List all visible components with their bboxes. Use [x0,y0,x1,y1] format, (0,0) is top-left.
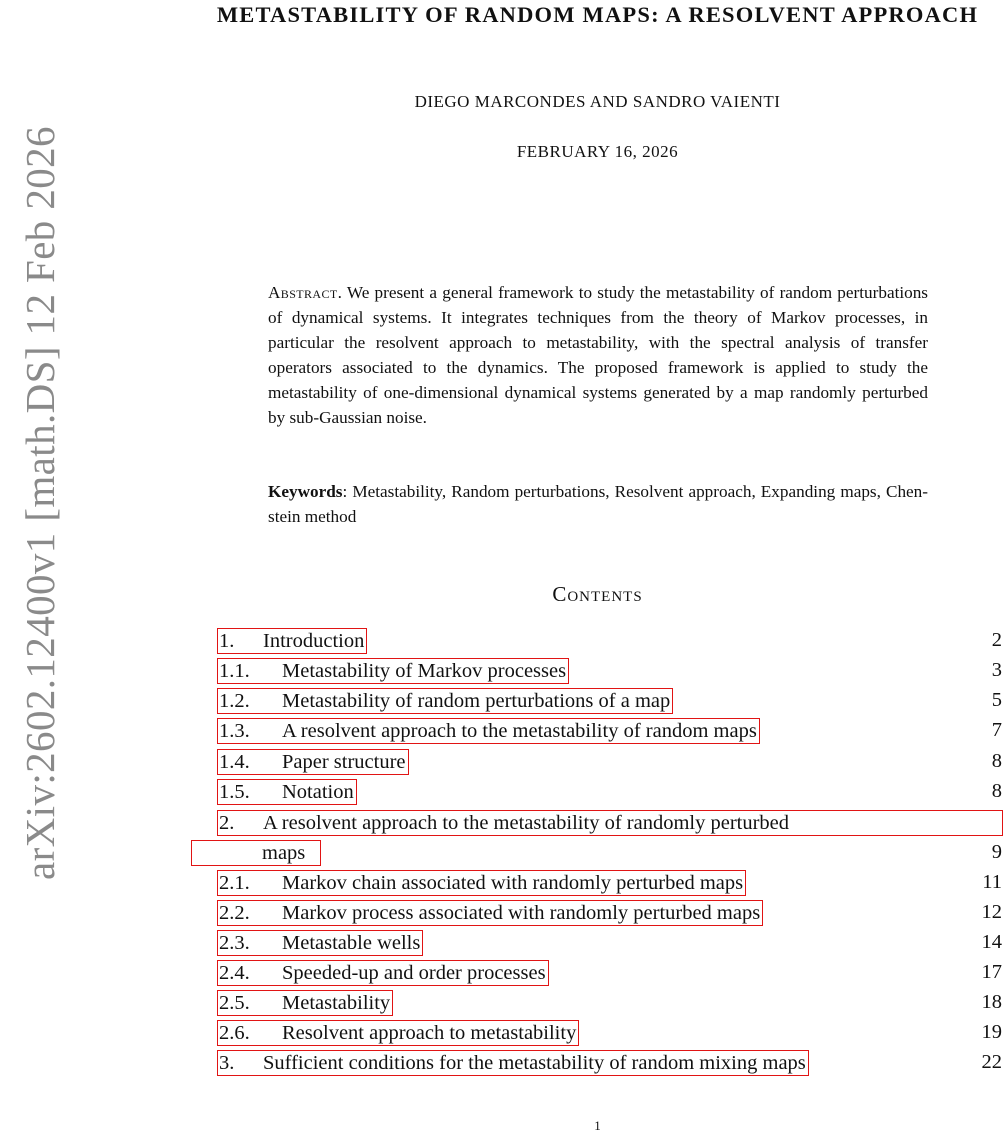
toc-link-section-2[interactable] [217,810,1003,836]
toc-row [217,990,1002,1020]
page-number: 1 [594,1118,601,1133]
toc-row [217,749,1002,779]
toc-entry-title: Introduction [263,630,365,652]
toc-entry-page: 7 [991,719,1002,741]
toc-entry-number: 1. [219,630,235,652]
paper-date: FEBRUARY 16, 2026 [516,142,679,161]
toc-entry-number: 2.1. [219,872,250,894]
toc-entry-title: Speeded-up and order processes [282,962,546,984]
toc-row [217,870,1002,900]
toc-entry-title: Markov process associated with randomly perturbed maps [282,902,761,924]
toc-link-2-3[interactable] [217,930,423,956]
toc-row [217,718,1002,748]
arxiv-identifier-stamp: arXiv:2602.12400v1 [math.DS] 12 Feb 2026 [17,126,63,880]
toc-entry-number: 2. [219,812,235,834]
abstract-text: . We present a general framework to study the metastability of random perturbations of dynamical systems. It integrates techniques from the theory of Markov processes, in particular the resolvent approach to metastability, with the spectral analysis of transfer operators associated to the dynamics. The proposed framework is applied to study the metastability of one-dimensional dynamical systems generated by a map randomly perturbed by sub-Gaussian noise. [268,283,928,427]
toc-entry-number: 2.6. [219,1022,250,1044]
toc-entry-page: 14 [981,931,1002,953]
toc-link-2-4[interactable] [217,960,549,986]
toc-entry-title: Metastability [282,992,391,1014]
toc-entry-title-continued: maps [262,842,306,864]
toc-entry-title: A resolvent approach to the metastability of randomly perturbed [263,812,790,834]
toc-entry-page: 9 [991,841,1002,863]
keywords-label: Keywords [268,482,343,501]
toc-row [217,1020,1002,1050]
toc-entry-page: 11 [982,871,1002,893]
toc-entry-title: Sufficient conditions for the metastability of random mixing maps [263,1052,806,1074]
toc-entry-title: Resolvent approach to metastability [282,1022,577,1044]
toc-entry-number: 1.5. [219,781,250,803]
toc-link-2-6[interactable] [217,1020,579,1046]
toc-entry-page: 3 [991,659,1002,681]
contents-heading: Contents [552,582,643,606]
paper-title: METASTABILITY OF RANDOM MAPS: A RESOLVENT APPROACH [216,2,979,27]
toc-row [217,930,1002,960]
toc-entry-title: Notation [282,781,354,803]
toc-row [217,628,1002,658]
toc-entry-title: Metastability of random perturbations of a map [282,690,671,712]
toc-entry-number: 2.5. [219,992,250,1014]
toc-entry-page: 2 [991,629,1002,651]
toc-entry-page: 22 [981,1051,1002,1073]
keywords-text: : Metastability, Random perturbations, Resolvent approach, Expanding maps, Chen-stein method [268,482,928,526]
toc-link-2-5[interactable] [217,990,393,1016]
toc-entry-title: Paper structure [282,751,406,773]
toc-entry-page: 5 [991,689,1002,711]
toc-entry-page: 18 [981,991,1002,1013]
toc-row [217,1050,1002,1080]
toc-row [217,658,1002,688]
toc-row [217,960,1002,990]
toc-entry-title: Metastable wells [282,932,421,954]
toc-link-section-2-continued[interactable] [191,840,321,866]
toc-row [217,900,1002,930]
toc-link-2-1[interactable] [217,870,746,896]
toc-entry-number: 2.4. [219,962,250,984]
toc-link-1-5[interactable] [217,779,357,805]
toc-link-1[interactable] [217,628,367,654]
toc-entry-number: 1.2. [219,690,250,712]
toc-entry-number: 1.1. [219,660,250,682]
toc-link-1-1[interactable] [217,658,569,684]
toc-link-3[interactable] [217,1050,809,1076]
paper-authors: DIEGO MARCONDES AND SANDRO VAIENTI [414,92,781,111]
toc-link-1-3[interactable] [217,718,760,744]
toc-entry-page: 17 [981,961,1002,983]
toc-entry-number: 2.3. [219,932,250,954]
toc-entry-page: 19 [981,1021,1002,1043]
abstract-label: Abstract [268,283,338,302]
toc-entry-page: 12 [981,901,1002,923]
toc-entry-number: 1.4. [219,751,250,773]
toc-row [217,688,1002,718]
toc-entry-title: Markov chain associated with randomly perturbed maps [282,872,744,894]
toc-entry-title: A resolvent approach to the metastability of random maps [282,720,757,742]
toc-entry-number: 3. [219,1052,235,1074]
toc-row [217,779,1002,809]
toc-entry-number: 1.3. [219,720,250,742]
toc-link-2-2[interactable] [217,900,763,926]
toc-entry-page: 8 [991,780,1002,802]
toc-link-1-2[interactable] [217,688,673,714]
toc-entry-page: 8 [991,750,1002,772]
toc-link-1-4[interactable] [217,749,409,775]
toc-entry-title: Metastability of Markov processes [282,660,567,682]
toc-entry-number: 2.2. [219,902,250,924]
